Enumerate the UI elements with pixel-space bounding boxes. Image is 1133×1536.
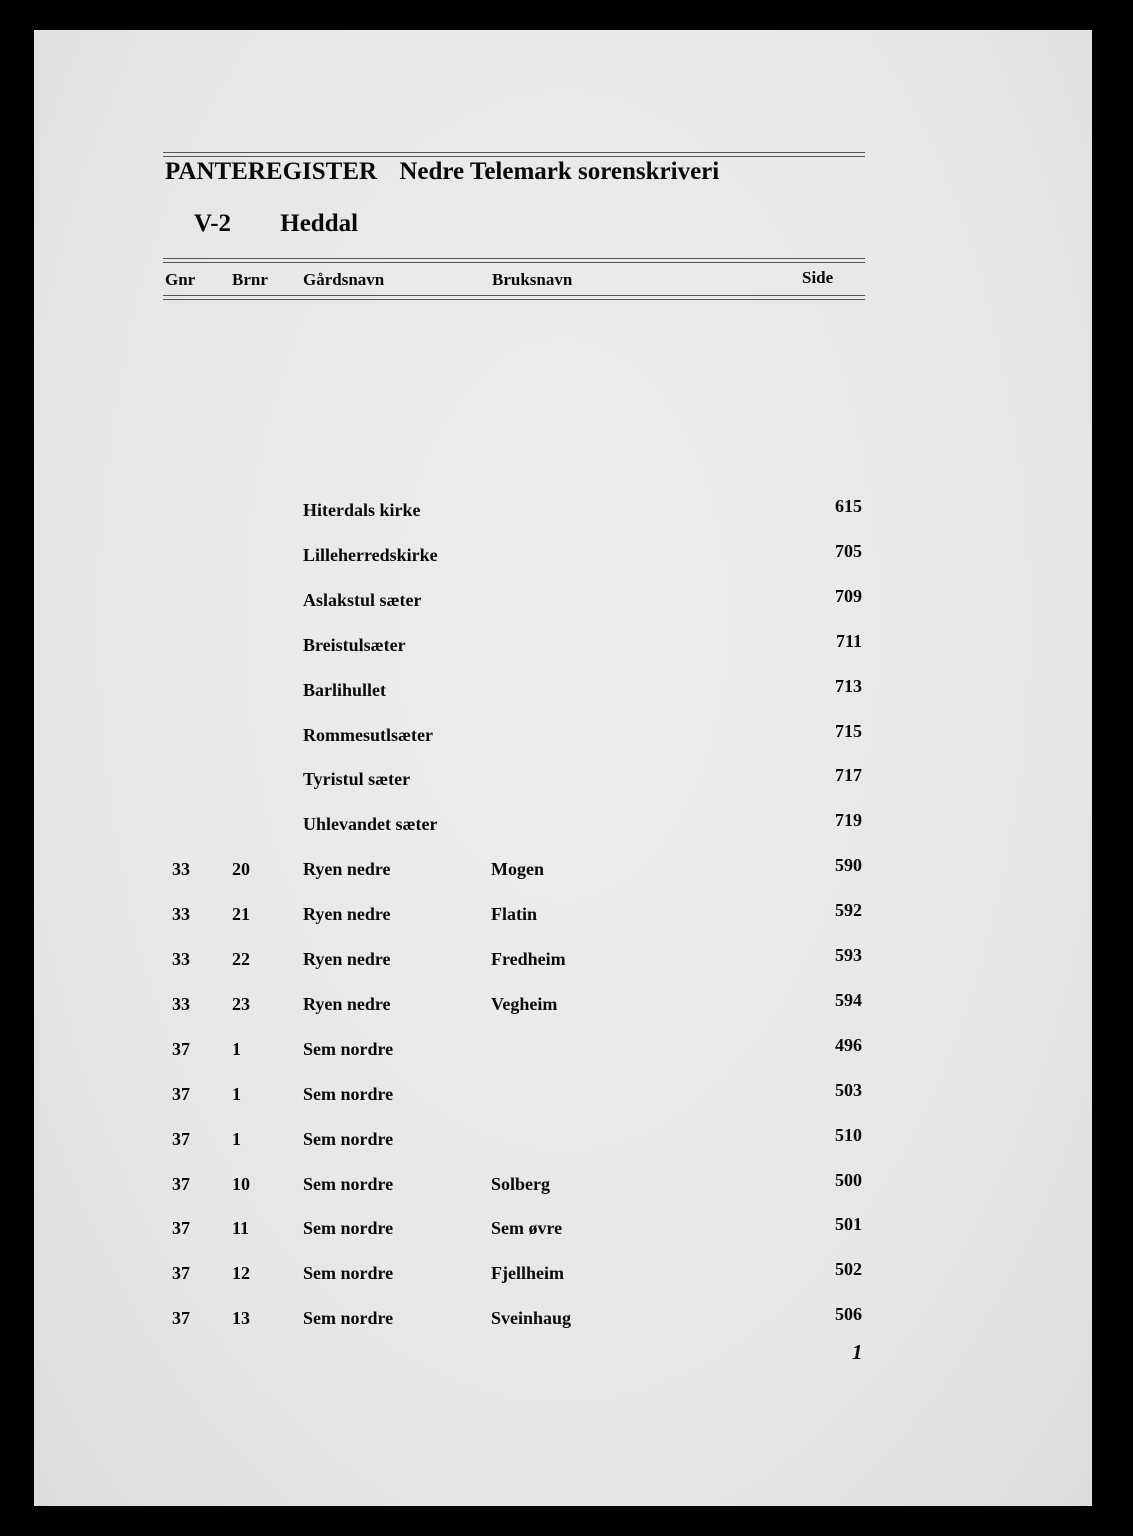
table-row <box>0 810 1133 844</box>
cell-brnr: 22 <box>232 949 250 969</box>
cell-brnr: 11 <box>232 1218 250 1238</box>
cell-side: 709 <box>835 586 862 606</box>
column-header-bruksnavn: Bruksnavn <box>492 270 573 289</box>
cell-side: 506 <box>835 1304 862 1324</box>
cell-brnr: 1 <box>232 1039 241 1059</box>
cell-side: 705 <box>835 541 862 561</box>
cell-bruksnavn: Fjellheim <box>491 1263 564 1283</box>
cell-gardsnavn: Uhlevandet sæter <box>303 814 438 834</box>
table-row <box>0 1125 1133 1159</box>
cell-side: 715 <box>835 721 862 741</box>
column-header-brnr: Brnr <box>232 270 268 289</box>
table-row <box>0 676 1133 710</box>
cell-gnr: 37 <box>172 1218 190 1238</box>
cell-side: 592 <box>835 900 862 920</box>
cell-gardsnavn: Barlihullet <box>303 680 387 700</box>
cell-gardsnavn: Hiterdals kirke <box>303 500 421 520</box>
cell-side: 615 <box>835 496 862 516</box>
page-number: 1 <box>852 1340 863 1364</box>
cell-brnr: 20 <box>232 859 250 879</box>
column-header-side: Side <box>802 268 834 287</box>
cell-gardsnavn: Sem nordre <box>303 1174 394 1194</box>
cell-gardsnavn: Lilleherredskirke <box>303 545 438 565</box>
cell-side: 717 <box>835 765 862 785</box>
cell-bruksnavn: Vegheim <box>491 994 558 1014</box>
cell-brnr: 13 <box>232 1308 250 1328</box>
office-title: Nedre Telemark sorenskriveri <box>399 158 720 185</box>
cell-side: 501 <box>835 1214 862 1234</box>
table-row <box>0 765 1133 799</box>
cell-gnr: 37 <box>172 1174 190 1194</box>
table-row <box>0 945 1133 979</box>
cell-gardsnavn: Aslakstul sæter <box>303 590 422 610</box>
cell-gnr: 33 <box>172 949 190 969</box>
cell-gardsnavn: Breistulsæter <box>303 635 406 655</box>
cell-gardsnavn: Sem nordre <box>303 1263 394 1283</box>
table-row <box>0 1170 1133 1204</box>
table-row <box>0 1080 1133 1114</box>
table-row <box>0 541 1133 575</box>
volume-label: V-2 <box>194 210 232 237</box>
cell-side: 593 <box>835 945 862 965</box>
column-header-gnr: Gnr <box>165 270 196 289</box>
table-row <box>0 855 1133 889</box>
cell-gnr: 33 <box>172 994 190 1014</box>
cell-side: 496 <box>835 1035 862 1055</box>
cell-gnr: 37 <box>172 1039 190 1059</box>
cell-brnr: 10 <box>232 1174 250 1194</box>
cell-brnr: 1 <box>232 1129 241 1149</box>
cell-bruksnavn: Mogen <box>491 859 544 879</box>
cell-gnr: 33 <box>172 859 190 879</box>
cell-side: 510 <box>835 1125 862 1145</box>
table-row <box>0 631 1133 665</box>
register-title: PANTEREGISTER <box>165 158 378 185</box>
table-row <box>0 721 1133 755</box>
cell-bruksnavn: Sem øvre <box>491 1218 563 1238</box>
cell-gardsnavn: Rommesutlsæter <box>303 725 433 745</box>
cell-side: 500 <box>835 1170 862 1190</box>
cell-gnr: 33 <box>172 904 190 924</box>
table-row <box>0 586 1133 620</box>
cell-side: 594 <box>835 990 862 1010</box>
cell-bruksnavn: Sveinhaug <box>491 1308 572 1328</box>
table-row <box>0 900 1133 934</box>
cell-bruksnavn: Flatin <box>491 904 538 924</box>
cell-gardsnavn: Ryen nedre <box>303 949 391 969</box>
table-row <box>0 1259 1133 1293</box>
cell-gardsnavn: Sem nordre <box>303 1084 394 1104</box>
cell-gardsnavn: Sem nordre <box>303 1308 394 1328</box>
cell-gnr: 37 <box>172 1263 190 1283</box>
cell-side: 503 <box>835 1080 862 1100</box>
cell-side: 713 <box>835 676 862 696</box>
cell-gnr: 37 <box>172 1129 190 1149</box>
cell-brnr: 23 <box>232 994 250 1014</box>
cell-brnr: 21 <box>232 904 250 924</box>
column-header-gardsnavn: Gårdsnavn <box>303 270 385 289</box>
cell-brnr: 12 <box>232 1263 250 1283</box>
cell-bruksnavn: Solberg <box>491 1174 551 1194</box>
table-row <box>0 1214 1133 1248</box>
cell-side: 719 <box>835 810 862 830</box>
district-label: Heddal <box>280 210 359 237</box>
table-row <box>0 496 1133 530</box>
cell-side: 590 <box>835 855 862 875</box>
cell-gardsnavn: Sem nordre <box>303 1218 394 1238</box>
cell-gnr: 37 <box>172 1084 190 1104</box>
table-row <box>0 1035 1133 1069</box>
cell-gardsnavn: Ryen nedre <box>303 994 391 1014</box>
cell-brnr: 1 <box>232 1084 241 1104</box>
table-row <box>0 990 1133 1024</box>
cell-gnr: 37 <box>172 1308 190 1328</box>
cell-side: 711 <box>835 631 862 651</box>
cell-gardsnavn: Tyristul sæter <box>303 769 411 789</box>
cell-gardsnavn: Sem nordre <box>303 1039 394 1059</box>
cell-gardsnavn: Ryen nedre <box>303 859 391 879</box>
cell-gardsnavn: Sem nordre <box>303 1129 394 1149</box>
cell-bruksnavn: Fredheim <box>491 949 566 969</box>
cell-gardsnavn: Ryen nedre <box>303 904 391 924</box>
table-row <box>0 1304 1133 1338</box>
cell-side: 502 <box>835 1259 862 1279</box>
